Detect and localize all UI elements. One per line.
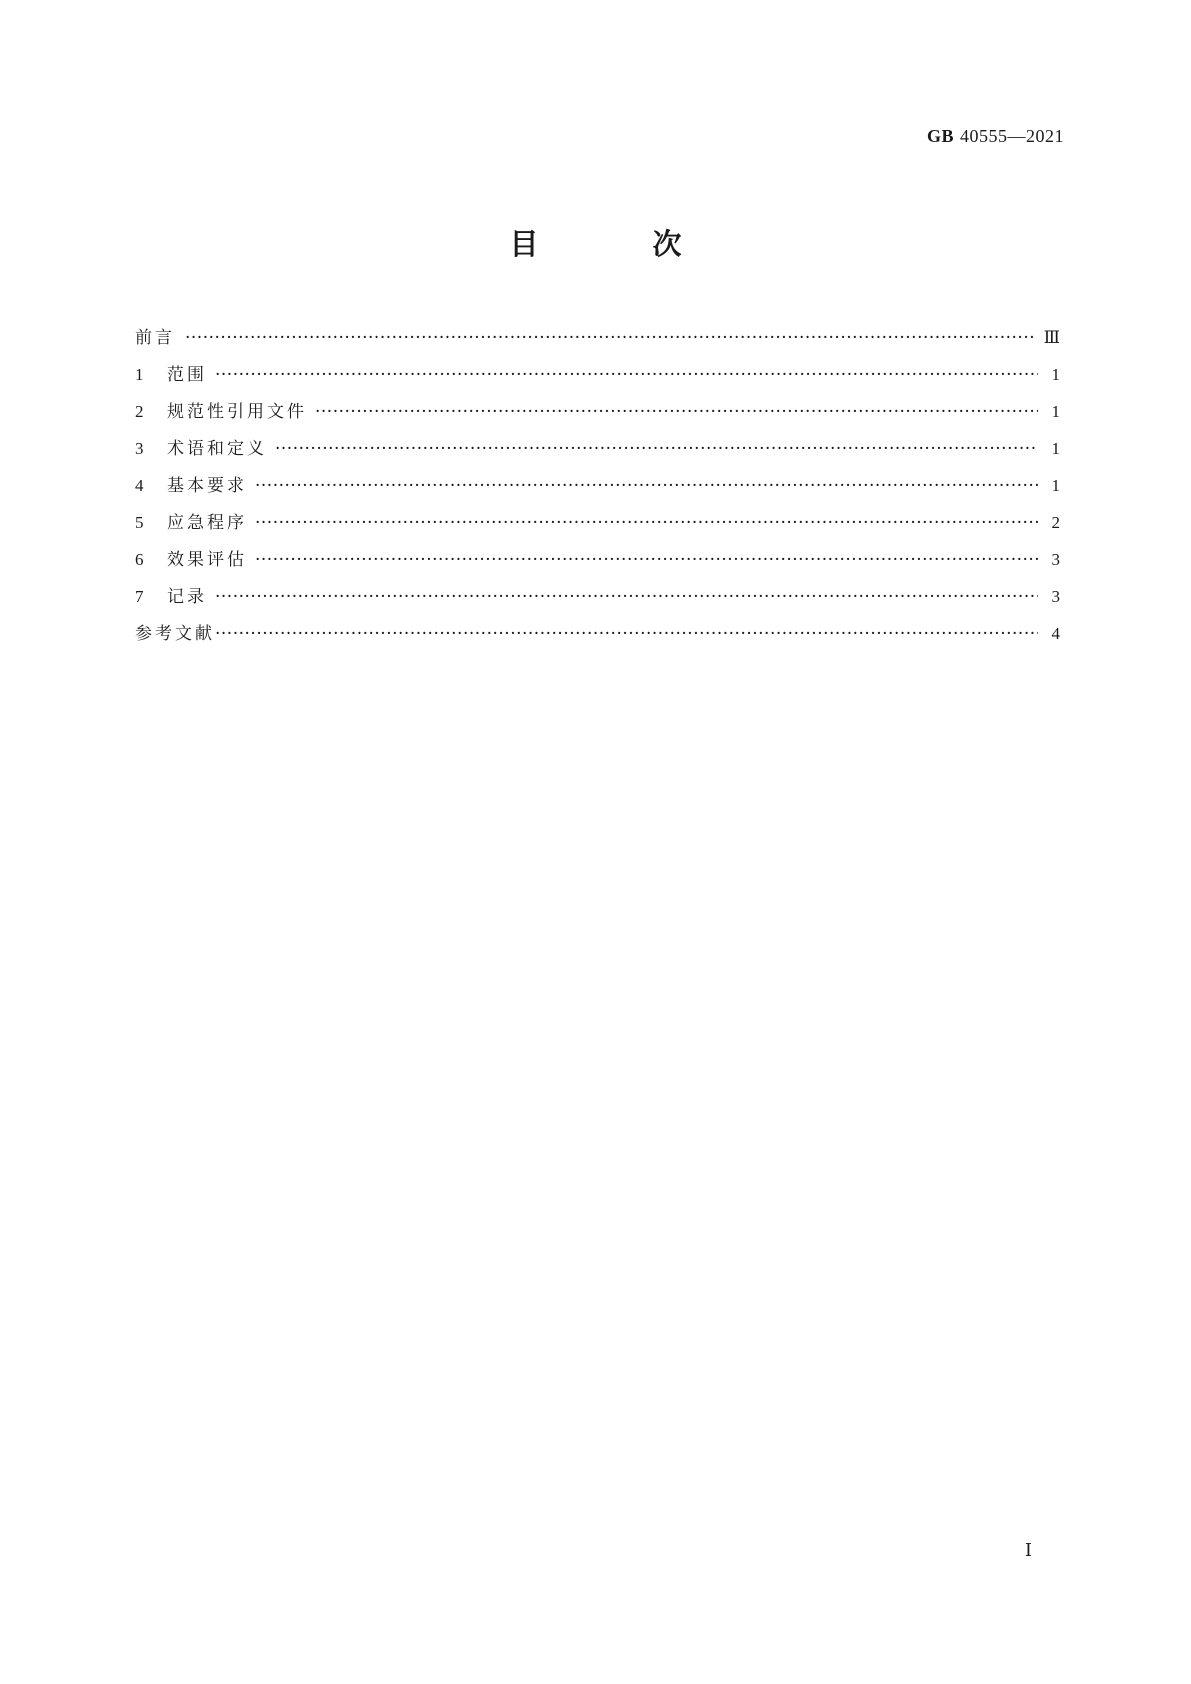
- toc-item-page: 1: [1051, 439, 1060, 458]
- toc-item-label: 应急程序: [167, 513, 247, 533]
- toc-leader-dots: [185, 327, 1036, 349]
- toc-leader-dots: [275, 438, 1038, 460]
- toc-item-label: 前言: [135, 328, 175, 348]
- toc-item-label: 术语和定义: [167, 439, 267, 459]
- toc-item-number: 5: [135, 513, 144, 532]
- toc-item-page: 3: [1051, 550, 1060, 569]
- toc-item-number: 7: [135, 587, 144, 606]
- toc-leader-dots: [255, 512, 1038, 534]
- toc-item-page: 2: [1051, 513, 1060, 532]
- standard-number: 40555—2021: [960, 126, 1064, 146]
- toc-leader-dots: [215, 623, 1038, 645]
- toc-item-number: 6: [135, 550, 144, 569]
- toc-item-basic-requirements[interactable]: [135, 475, 1060, 512]
- table-of-contents: [135, 327, 1060, 660]
- toc-item-effect-evaluation[interactable]: [135, 549, 1060, 586]
- toc-item-page: 1: [1051, 365, 1060, 384]
- toc-leader-dots: [215, 364, 1038, 386]
- page-number: Ⅰ: [1024, 1540, 1032, 1560]
- page-title: 目 次: [509, 227, 734, 261]
- toc-item-number: 3: [135, 439, 144, 458]
- toc-item-bibliography[interactable]: [135, 623, 1060, 660]
- toc-item-terms-definitions[interactable]: [135, 438, 1060, 475]
- standard-prefix: GB: [926, 126, 954, 146]
- toc-item-page: 1: [1051, 402, 1060, 421]
- toc-leader-dots: [315, 401, 1038, 423]
- toc-item-scope[interactable]: [135, 364, 1060, 401]
- toc-item-label: 效果评估: [167, 550, 247, 570]
- toc-item-label: 范围: [167, 365, 207, 385]
- toc-item-label: 参考文献: [135, 624, 215, 644]
- toc-item-normative-references[interactable]: [135, 401, 1060, 438]
- toc-item-number: 1: [135, 365, 144, 384]
- toc-item-number: 2: [135, 402, 144, 421]
- toc-item-number: 4: [135, 476, 144, 495]
- toc-item-label: 基本要求: [167, 476, 247, 496]
- toc-leader-dots: [255, 475, 1038, 497]
- toc-item-page: Ⅲ: [1043, 328, 1060, 347]
- toc-item-foreword[interactable]: [135, 327, 1060, 364]
- toc-item-page: 4: [1051, 624, 1060, 643]
- toc-item-page: 3: [1051, 587, 1060, 606]
- toc-leader-dots: [215, 586, 1038, 608]
- toc-leader-dots: [255, 549, 1038, 571]
- toc-item-page: 1: [1051, 476, 1060, 495]
- toc-item-emergency-procedures[interactable]: [135, 512, 1060, 549]
- standard-code: [927, 126, 1064, 147]
- toc-item-label: 规范性引用文件: [167, 402, 307, 422]
- toc-item-label: 记录: [167, 587, 207, 607]
- toc-item-records[interactable]: [135, 586, 1060, 623]
